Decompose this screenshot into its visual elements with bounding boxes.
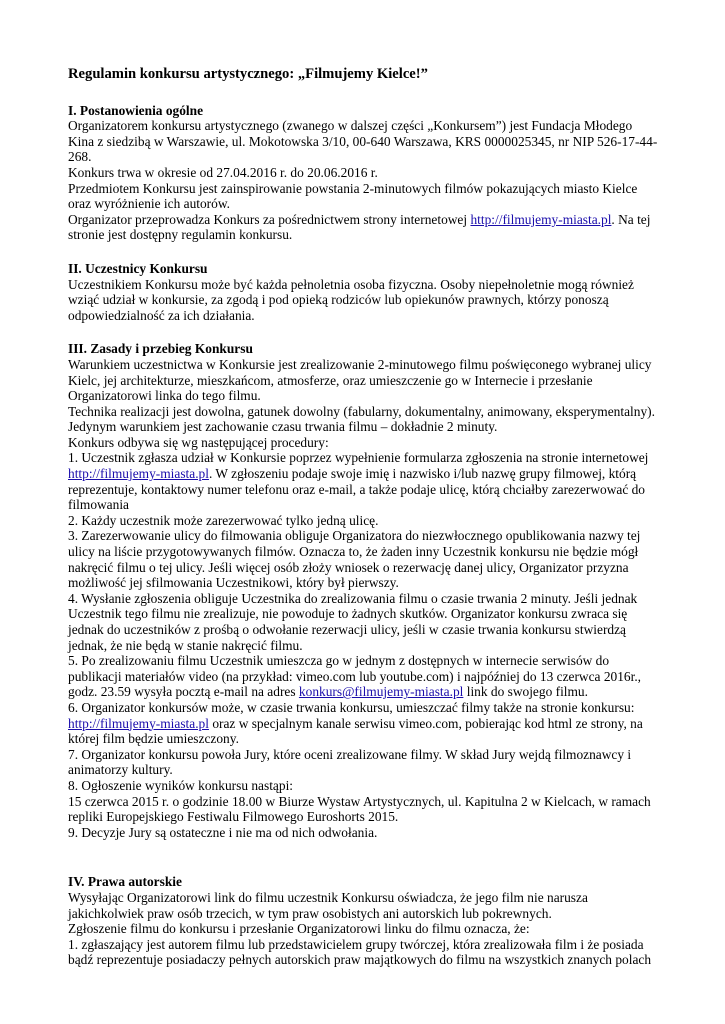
paragraph-condition: Warunkiem uczestnictwa w Konkursie jest zrealizowanie 2-minutowego filmu poświęconego wybranej ulicy Kielc, jej architekturze, mieszkańcom, atmosferze, oraz umieszczenie go w Internecie i przesłanie Organizatorowi linka do tego filmu. [68, 356, 652, 404]
spacer [68, 243, 660, 261]
rule-item-9: 9. Decyzje Jury są ostateczne i nie ma od nich odwołania. [68, 824, 378, 840]
copyright-item-1: 1. zgłaszający jest autorem filmu lub przedstawicielem grupy twórczej, która zrealizowała film i że posiada bądź reprezentuje posiadaczy pełnych autorskich praw majątkowych do filmu na wszystkich znanych polach [68, 936, 652, 968]
paragraph-organizer: Organizatorem konkursu artystycznego (zwanego w dalszej części „Konkursem”) jest Fundacja Młodego Kina z siedzibą w Warszawie, ul. Mokotowska 3/10, 00-640 Warszawa, KRS 0000025345, nr NIP 526-17-44-268. [68, 118, 658, 165]
rule-item-6-text-a: 6. Organizator konkursów może, w czasie trwania konkursu, umieszczać filmy także na stronie konkursu: [68, 699, 635, 715]
rule-item-6-text-b: oraz w specjalnym kanale serwisu vimeo.com, pobierając kod html ze strony, na której film będzie umieszczony. [68, 715, 643, 747]
document-title: Regulamin konkursu artystycznego: „Filmujemy Kielce!” [68, 66, 428, 82]
rule-item-8-details: 15 czerwca 2015 r. o godzinie 18.00 w Biurze Wystaw Artystycznych, ul. Kapitulna 2 w Kielcach, w ramach repliki Europejskiego Festiwalu Filmowego Euroshorts 2015. [68, 793, 651, 825]
rule-item-6 [68, 700, 660, 747]
paragraph-website [68, 212, 660, 243]
rule-item-8: 8. Ogłoszenie wyników konkursu nastąpi: [68, 777, 294, 793]
document-page [68, 60, 660, 968]
section-participants [68, 261, 660, 323]
site-link[interactable]: http://filmujemy-miasta.pl [68, 466, 209, 482]
rule-item-5-text-a: 5. Po zrealizowaniu filmu Uczestnik umieszcza go w jednym z dostępnych w internecie serwisów do publikacji materiałów video (na przykład: vimeo.com lub youtube.com) i najpóźniej do 13 czerwca 2016r., godz. 23.59 wysyła pocztą e-mail na adres [68, 653, 642, 700]
site-link[interactable]: http://filmujemy-miasta.pl [68, 715, 209, 731]
paragraph-submission: Zgłoszenie filmu do konkursu i przesłanie Organizatorowi linku do filmu oznacza, że: [68, 921, 530, 937]
section-heading-rules: III. Zasady i przebieg Konkursu [68, 341, 253, 357]
section-heading-participants: II. Uczestnicy Konkursu [68, 260, 208, 276]
rule-item-7: 7. Organizator konkursu powoła Jury, które oceni zrealizowane filmy. W skład Jury wejdą filmoznawcy i animatorzy kultury. [68, 746, 632, 778]
rule-item-4: 4. Wysłanie zgłoszenia obliguje Uczestnika do zrealizowania filmu o czasie trwania 2 minuty. Jeśli jednak Uczestnik tego filmu nie zrealizuje, nie powoduje to żadnych skutków. Organizator konkursu zwraca się jednak do uczestników z prośbą o odwołanie rezerwacji ulicy, jeśli w czasie trwania konkursu stwierdzą jednak, że nie będą w stanie nakręcić filmu. [68, 590, 638, 653]
paragraph-participants: Uczestnikiem Konkursu może być każda pełnoletnia osoba fizyczna. Osoby niepełnoletnie mogą również wziąć udział w konkursie, za zgodą i pod opieką rodziców lub opiekunów prawnych, którzy ponoszą odpowiedzialność za ich działania. [68, 276, 634, 323]
site-link[interactable]: http://filmujemy-miasta.pl [470, 211, 612, 227]
section-heading-general: I. Postanowienia ogólne [68, 102, 204, 118]
spacer [68, 840, 660, 874]
rule-item-1 [68, 450, 660, 512]
paragraph-technique: Technika realizacji jest dowolna, gatunek dowolny (fabularny, dokumentalny, animowany, eksperymentalny). Jedynym warunkiem jest zachowanie czasu trwania filmu – dokładnie 2 minuty. [68, 403, 655, 435]
section-general [68, 103, 660, 243]
spacer [68, 323, 660, 341]
paragraph-subject: Przedmiotem Konkursu jest zainspirowanie powstania 2-minutowych filmów pokazujących miasto Kielce oraz wyróżnienie ich autorów. [68, 180, 638, 212]
paragraph-procedure: Konkurs odbywa się wg następującej procedury: [68, 434, 329, 450]
paragraph-website-text-a: Organizator przeprowadza Konkurs za pośrednictwem strony internetowej [68, 211, 471, 227]
paragraph-website-text-b: . Na tej stronie jest dostępny regulamin konkursu. [68, 211, 651, 243]
rule-item-1-text-a: 1. Uczestnik zgłasza udział w Konkursie poprzez wypełnienie formularza zgłoszenia na stronie internetowej [68, 450, 649, 466]
rule-item-2: 2. Każdy uczestnik może zarezerwować tylko jedną ulicę. [68, 512, 379, 528]
rule-item-5-text-b: link do swojego filmu. [463, 684, 588, 700]
section-rules [68, 341, 660, 840]
section-heading-copyright: IV. Prawa autorskie [68, 874, 182, 890]
rule-item-3: 3. Zarezerwowanie ulicy do filmowania obliguje Organizatora do niezwłocznego opublikowania nazwy tej ulicy na liście przygotowywanych filmów. Oznacza to, że żaden inny Uczestnik konkursu nie będzie mógł nakręcić filmu o tej ulicy. Jeśli więcej osób złoży wniosek o rezerwację danej ulicy, Organizator przyzna możliwość jej sfilmowania Uczestnikowi, który był pierwszy. [68, 528, 641, 591]
rule-item-1-text-b: . W zgłoszeniu podaje swoje imię i nazwisko i/lub nazwę grupy filmowej, którą reprezentuje, kontaktowy numer telefonu oraz e-mail, a także podaje ulicę, którą chciałby zarezerwować do filmowania [68, 466, 646, 513]
rule-item-5 [68, 653, 660, 700]
paragraph-duration: Konkurs trwa w okresie od 27.04.2016 r. do 20.06.2016 r. [68, 164, 378, 180]
section-copyright [68, 874, 660, 968]
email-link[interactable]: konkurs@filmujemy-miasta.pl [298, 684, 464, 700]
paragraph-declaration: Wysyłając Organizatorowi link do filmu uczestnik Konkursu oświadcza, że jego film nie narusza jakichkolwiek praw osób trzecich, w tym praw osobistych ani autorskich lub pokrewnych. [68, 889, 588, 921]
